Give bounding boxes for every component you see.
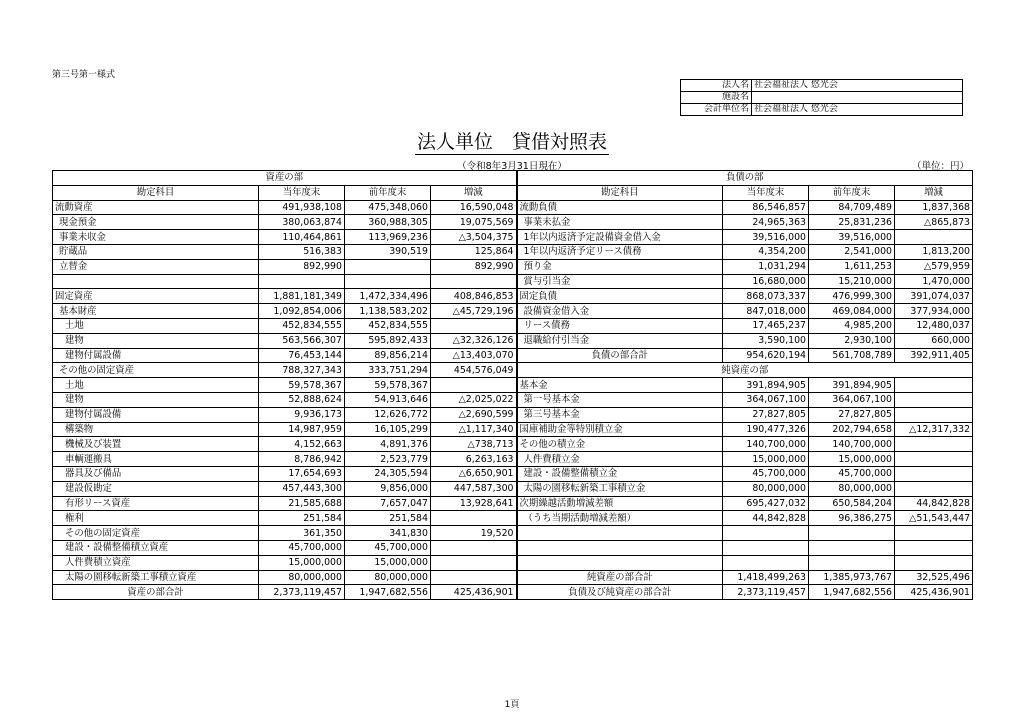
- asset-current-value: 14,987,959: [259, 422, 345, 437]
- asset-current-value: 2,373,119,457: [259, 585, 345, 600]
- liability-account-name: 純資産の部合計: [517, 570, 723, 585]
- liability-account-name: 預り金: [517, 259, 723, 274]
- asset-account-name: 現金預金: [53, 215, 259, 230]
- liability-account-name: 退職給付引当金: [517, 333, 723, 348]
- asset-account-name: 事業未収金: [53, 230, 259, 245]
- asset-change-value: 6,263,163: [431, 452, 517, 467]
- liability-current-value: 868,073,337: [723, 289, 809, 304]
- asset-current-value: 15,000,000: [259, 555, 345, 570]
- asset-account-name: 権利: [53, 511, 259, 526]
- asset-previous-value: [345, 274, 431, 289]
- column-header-row: [53, 185, 973, 200]
- asset-change-value: [431, 570, 517, 585]
- column-header-previous: 前年度末: [345, 185, 431, 200]
- asset-current-value: 788,327,343: [259, 363, 345, 378]
- liability-previous-value: 96,386,275: [809, 511, 895, 526]
- liability-current-value: [723, 540, 809, 555]
- asset-previous-value: 251,584: [345, 511, 431, 526]
- liability-account-name: 第三号基本金: [517, 407, 723, 422]
- liability-previous-value: 45,700,000: [809, 466, 895, 481]
- liability-previous-value: 2,930,100: [809, 333, 895, 348]
- asset-current-value: 892,990: [259, 259, 345, 274]
- asset-change-value: 892,990: [431, 259, 517, 274]
- liability-change-value: 1,470,000: [895, 274, 973, 289]
- asset-current-value: 361,350: [259, 526, 345, 541]
- liability-change-value: [895, 407, 973, 422]
- assets-section-header: 資産の部: [53, 171, 517, 186]
- liability-account-name: 基本金: [517, 378, 723, 393]
- liability-previous-value: 1,611,253: [809, 259, 895, 274]
- asset-change-value: △6,650,901: [431, 466, 517, 481]
- liability-current-value: 45,700,000: [723, 466, 809, 481]
- asset-change-value: [431, 540, 517, 555]
- asset-current-value: 491,938,108: [259, 200, 345, 215]
- asset-account-name: 人件費積立資産: [53, 555, 259, 570]
- liability-previous-value: 84,709,489: [809, 200, 895, 215]
- liability-previous-value: [809, 526, 895, 541]
- liability-change-value: △12,317,332: [895, 422, 973, 437]
- asset-current-value: 457,443,300: [259, 481, 345, 496]
- asset-account-name: 建設仮勘定: [53, 481, 259, 496]
- asset-account-name: 建物付属設備: [53, 348, 259, 363]
- liability-account-name: その他の積立金: [517, 437, 723, 452]
- table-row: [53, 392, 973, 407]
- asset-previous-value: 12,626,772: [345, 407, 431, 422]
- asset-current-value: 52,888,624: [259, 392, 345, 407]
- asset-previous-value: 15,000,000: [345, 555, 431, 570]
- asset-change-value: 16,590,048: [431, 200, 517, 215]
- liability-current-value: 3,590,100: [723, 333, 809, 348]
- liability-account-name: 設備資金借入金: [517, 304, 723, 319]
- table-row: [53, 570, 973, 585]
- liability-account-name: 第一号基本金: [517, 392, 723, 407]
- liability-previous-value: 202,794,658: [809, 422, 895, 437]
- asset-current-value: 1,881,181,349: [259, 289, 345, 304]
- liability-change-value: 12,480,037: [895, 318, 973, 333]
- form-number: 第三号第一様式: [52, 70, 116, 80]
- liability-account-name: [517, 540, 723, 555]
- liability-current-value: [723, 555, 809, 570]
- asset-previous-value: 1,138,583,202: [345, 304, 431, 319]
- table-row: [53, 304, 973, 319]
- table-row: [53, 496, 973, 511]
- asset-account-name: 建設・設備整備積立資産: [53, 540, 259, 555]
- as-of-date: （令和8年3月31日現在）: [457, 161, 567, 172]
- liability-previous-value: [809, 540, 895, 555]
- table-row: [53, 511, 973, 526]
- asset-account-name: 基本財産: [53, 304, 259, 319]
- liability-current-value: 364,067,100: [723, 392, 809, 407]
- liability-current-value: 391,894,905: [723, 378, 809, 393]
- column-header-previous: 前年度末: [809, 185, 895, 200]
- asset-current-value: 380,063,874: [259, 215, 345, 230]
- liability-account-name: 事業未払金: [517, 215, 723, 230]
- asset-account-name: 機械及び装置: [53, 437, 259, 452]
- liability-account-name: [517, 555, 723, 570]
- asset-current-value: 452,834,555: [259, 318, 345, 333]
- liability-current-value: 847,018,000: [723, 304, 809, 319]
- liability-change-value: [895, 437, 973, 452]
- asset-account-name: 太陽の園移転新築工事積立資産: [53, 570, 259, 585]
- section-header-row: [53, 171, 973, 186]
- liability-change-value: 32,525,496: [895, 570, 973, 585]
- asset-account-name: その他の固定資産: [53, 363, 259, 378]
- liability-previous-value: 80,000,000: [809, 481, 895, 496]
- asset-current-value: 76,453,144: [259, 348, 345, 363]
- liability-change-value: △865,873: [895, 215, 973, 230]
- liability-account-name: 1年以内返済予定リース債務: [517, 244, 723, 259]
- asset-previous-value: 59,578,367: [345, 378, 431, 393]
- asset-current-value: 59,578,367: [259, 378, 345, 393]
- asset-current-value: 516,383: [259, 244, 345, 259]
- liability-account-name: 人件費積立金: [517, 452, 723, 467]
- liability-account-name: 太陽の園移転新築工事積立金: [517, 481, 723, 496]
- liability-change-value: [895, 555, 973, 570]
- asset-previous-value: 45,700,000: [345, 540, 431, 555]
- asset-previous-value: 390,519: [345, 244, 431, 259]
- table-row: [53, 540, 973, 555]
- liability-change-value: 392,911,405: [895, 348, 973, 363]
- liability-current-value: 44,842,828: [723, 511, 809, 526]
- asset-previous-value: 9,856,000: [345, 481, 431, 496]
- liability-account-name: 固定負債: [517, 289, 723, 304]
- asset-previous-value: 333,751,294: [345, 363, 431, 378]
- asset-current-value: 1,092,854,006: [259, 304, 345, 319]
- asset-change-value: △2,690,599: [431, 407, 517, 422]
- asset-change-value: △45,729,196: [431, 304, 517, 319]
- liability-account-name: 建設・設備整備積立金: [517, 466, 723, 481]
- asset-change-value: [431, 318, 517, 333]
- liability-previous-value: 15,000,000: [809, 452, 895, 467]
- asset-account-name: 有形リース資産: [53, 496, 259, 511]
- column-header-change: 増減: [431, 185, 517, 200]
- liability-previous-value: 476,999,300: [809, 289, 895, 304]
- column-header-account: 勘定科目: [517, 185, 723, 200]
- asset-previous-value: 16,105,299: [345, 422, 431, 437]
- asset-current-value: 9,936,173: [259, 407, 345, 422]
- asset-previous-value: 89,856,214: [345, 348, 431, 363]
- liability-account-name: 負債及び純資産の部合計: [517, 585, 723, 600]
- liability-account-name: 流動負債: [517, 200, 723, 215]
- info-label: 施設名: [681, 92, 752, 104]
- asset-account-name: [53, 274, 259, 289]
- liability-current-value: 4,354,200: [723, 244, 809, 259]
- liability-current-value: 27,827,805: [723, 407, 809, 422]
- asset-account-name: 土地: [53, 378, 259, 393]
- liability-current-value: 24,965,363: [723, 215, 809, 230]
- liability-previous-value: 391,894,905: [809, 378, 895, 393]
- asset-change-value: 408,846,853: [431, 289, 517, 304]
- liability-change-value: 44,842,828: [895, 496, 973, 511]
- page-title-text: 法人単位 貸借対照表: [416, 131, 607, 153]
- info-label: 会計単位名: [681, 104, 752, 116]
- liability-current-value: 695,427,032: [723, 496, 809, 511]
- asset-account-name: その他の固定資産: [53, 526, 259, 541]
- table-row: [53, 348, 973, 363]
- table-row: [53, 363, 973, 378]
- table-row: [53, 407, 973, 422]
- asset-change-value: △13,403,070: [431, 348, 517, 363]
- table-row: [53, 481, 973, 496]
- entity-info-table: [680, 79, 963, 116]
- liability-section-label: 純資産の部: [517, 363, 973, 378]
- asset-current-value: 21,585,688: [259, 496, 345, 511]
- currency-unit: （単位：円）: [912, 161, 970, 172]
- table-row: [53, 215, 973, 230]
- asset-change-value: [431, 378, 517, 393]
- liability-previous-value: 25,831,236: [809, 215, 895, 230]
- info-row: [681, 80, 963, 92]
- asset-current-value: 251,584: [259, 511, 345, 526]
- asset-previous-value: 475,348,060: [345, 200, 431, 215]
- asset-change-value: 425,436,901: [431, 585, 517, 600]
- liability-current-value: 17,465,237: [723, 318, 809, 333]
- asset-current-value: 110,464,861: [259, 230, 345, 245]
- page-title: [0, 130, 1024, 155]
- liabilities-section-header: 負債の部: [517, 171, 973, 186]
- table-row: [53, 466, 973, 481]
- liability-change-value: [895, 230, 973, 245]
- asset-change-value: △1,117,340: [431, 422, 517, 437]
- liability-current-value: 16,680,000: [723, 274, 809, 289]
- liability-change-value: [895, 392, 973, 407]
- table-row: [53, 452, 973, 467]
- liability-change-value: △51,543,447: [895, 511, 973, 526]
- asset-account-name: 資産の部合計: [53, 585, 259, 600]
- asset-current-value: [259, 274, 345, 289]
- asset-change-value: △738,713: [431, 437, 517, 452]
- asset-previous-value: 341,830: [345, 526, 431, 541]
- asset-account-name: 建物: [53, 392, 259, 407]
- page-number: 1頁: [504, 700, 520, 710]
- liability-previous-value: 1,385,973,767: [809, 570, 895, 585]
- liability-previous-value: [809, 555, 895, 570]
- info-row: [681, 92, 963, 104]
- table-row: [53, 555, 973, 570]
- liability-account-name: 賞与引当金: [517, 274, 723, 289]
- liability-current-value: 86,546,857: [723, 200, 809, 215]
- column-header-current: 当年度末: [259, 185, 345, 200]
- liability-account-name: 次期繰越活動増減差額: [517, 496, 723, 511]
- liability-current-value: 140,700,000: [723, 437, 809, 452]
- asset-previous-value: 2,523,779: [345, 452, 431, 467]
- asset-current-value: 45,700,000: [259, 540, 345, 555]
- asset-current-value: 80,000,000: [259, 570, 345, 585]
- liability-previous-value: 650,584,204: [809, 496, 895, 511]
- liability-account-name: 1年以内返済予定設備資金借入金: [517, 230, 723, 245]
- table-row: [53, 422, 973, 437]
- info-value: [752, 92, 963, 104]
- liability-previous-value: 27,827,805: [809, 407, 895, 422]
- liability-current-value: 954,620,194: [723, 348, 809, 363]
- table-row: [53, 230, 973, 245]
- liability-current-value: [723, 526, 809, 541]
- asset-account-name: 固定資産: [53, 289, 259, 304]
- asset-previous-value: 113,969,236: [345, 230, 431, 245]
- liability-account-name: 負債の部合計: [517, 348, 723, 363]
- asset-previous-value: 1,472,334,496: [345, 289, 431, 304]
- asset-current-value: 8,786,942: [259, 452, 345, 467]
- liability-change-value: △579,959: [895, 259, 973, 274]
- liability-previous-value: 561,708,789: [809, 348, 895, 363]
- liability-previous-value: 469,084,000: [809, 304, 895, 319]
- asset-account-name: 建物: [53, 333, 259, 348]
- table-row: [53, 378, 973, 393]
- asset-previous-value: 80,000,000: [345, 570, 431, 585]
- asset-change-value: △3,504,375: [431, 230, 517, 245]
- liability-previous-value: 2,541,000: [809, 244, 895, 259]
- asset-previous-value: 595,892,433: [345, 333, 431, 348]
- balance-sheet-body: [53, 200, 973, 600]
- info-row: [681, 104, 963, 116]
- asset-account-name: 立替金: [53, 259, 259, 274]
- asset-change-value: △2,025,022: [431, 392, 517, 407]
- liability-change-value: [895, 378, 973, 393]
- liability-change-value: [895, 452, 973, 467]
- liability-current-value: 1,418,499,263: [723, 570, 809, 585]
- liability-current-value: 1,031,294: [723, 259, 809, 274]
- liability-current-value: 39,516,000: [723, 230, 809, 245]
- table-row: [53, 200, 973, 215]
- asset-account-name: 構築物: [53, 422, 259, 437]
- liability-account-name: 国庫補助金等特別積立金: [517, 422, 723, 437]
- liability-change-value: 1,813,200: [895, 244, 973, 259]
- liability-previous-value: 4,985,200: [809, 318, 895, 333]
- table-row: [53, 289, 973, 304]
- liability-account-name: [517, 526, 723, 541]
- asset-change-value: [431, 511, 517, 526]
- table-row: [53, 274, 973, 289]
- liability-change-value: 660,000: [895, 333, 973, 348]
- asset-previous-value: 24,305,594: [345, 466, 431, 481]
- asset-change-value: 125,864: [431, 244, 517, 259]
- asset-account-name: 流動資産: [53, 200, 259, 215]
- asset-change-value: 13,928,641: [431, 496, 517, 511]
- asset-previous-value: 54,913,646: [345, 392, 431, 407]
- liability-change-value: [895, 466, 973, 481]
- asset-change-value: [431, 555, 517, 570]
- liability-previous-value: 1,947,682,556: [809, 585, 895, 600]
- asset-current-value: 4,152,663: [259, 437, 345, 452]
- liability-current-value: 2,373,119,457: [723, 585, 809, 600]
- asset-change-value: △32,326,126: [431, 333, 517, 348]
- asset-change-value: [431, 274, 517, 289]
- liability-account-name: （うち当期活動増減差額）: [517, 511, 723, 526]
- asset-previous-value: 7,657,047: [345, 496, 431, 511]
- table-row: [53, 333, 973, 348]
- asset-account-name: 貯蔵品: [53, 244, 259, 259]
- liability-change-value: [895, 526, 973, 541]
- asset-previous-value: [345, 259, 431, 274]
- liability-current-value: 15,000,000: [723, 452, 809, 467]
- asset-account-name: 土地: [53, 318, 259, 333]
- liability-change-value: 1,837,368: [895, 200, 973, 215]
- asset-account-name: 器具及び備品: [53, 466, 259, 481]
- table-row: [53, 318, 973, 333]
- asset-account-name: 建物付属設備: [53, 407, 259, 422]
- table-row: [53, 585, 973, 600]
- asset-change-value: 447,587,300: [431, 481, 517, 496]
- asset-change-value: 19,520: [431, 526, 517, 541]
- liability-current-value: 190,477,326: [723, 422, 809, 437]
- table-row: [53, 437, 973, 452]
- table-row: [53, 259, 973, 274]
- asset-previous-value: 360,988,305: [345, 215, 431, 230]
- liability-change-value: 425,436,901: [895, 585, 973, 600]
- column-header-change: 増減: [895, 185, 973, 200]
- asset-change-value: 19,075,569: [431, 215, 517, 230]
- liability-change-value: [895, 540, 973, 555]
- asset-current-value: 17,654,693: [259, 466, 345, 481]
- liability-change-value: 391,074,037: [895, 289, 973, 304]
- liability-previous-value: 15,210,000: [809, 274, 895, 289]
- balance-sheet-table: [52, 170, 973, 600]
- column-header-current: 当年度末: [723, 185, 809, 200]
- info-value: 社会福祉法人 悠光会: [752, 104, 963, 116]
- info-value: 社会福祉法人 悠光会: [752, 80, 963, 92]
- asset-previous-value: 452,834,555: [345, 318, 431, 333]
- liability-account-name: リース債務: [517, 318, 723, 333]
- liability-change-value: 377,934,000: [895, 304, 973, 319]
- liability-previous-value: 39,516,000: [809, 230, 895, 245]
- liability-previous-value: 364,067,100: [809, 392, 895, 407]
- asset-account-name: 車輌運搬具: [53, 452, 259, 467]
- liability-previous-value: 140,700,000: [809, 437, 895, 452]
- asset-previous-value: 1,947,682,556: [345, 585, 431, 600]
- asset-current-value: 563,566,307: [259, 333, 345, 348]
- asset-change-value: 454,576,049: [431, 363, 517, 378]
- asset-previous-value: 4,891,376: [345, 437, 431, 452]
- info-label: 法人名: [681, 80, 752, 92]
- table-row: [53, 244, 973, 259]
- table-row: [53, 526, 973, 541]
- liability-change-value: [895, 481, 973, 496]
- column-header-account: 勘定科目: [53, 185, 259, 200]
- liability-current-value: 80,000,000: [723, 481, 809, 496]
